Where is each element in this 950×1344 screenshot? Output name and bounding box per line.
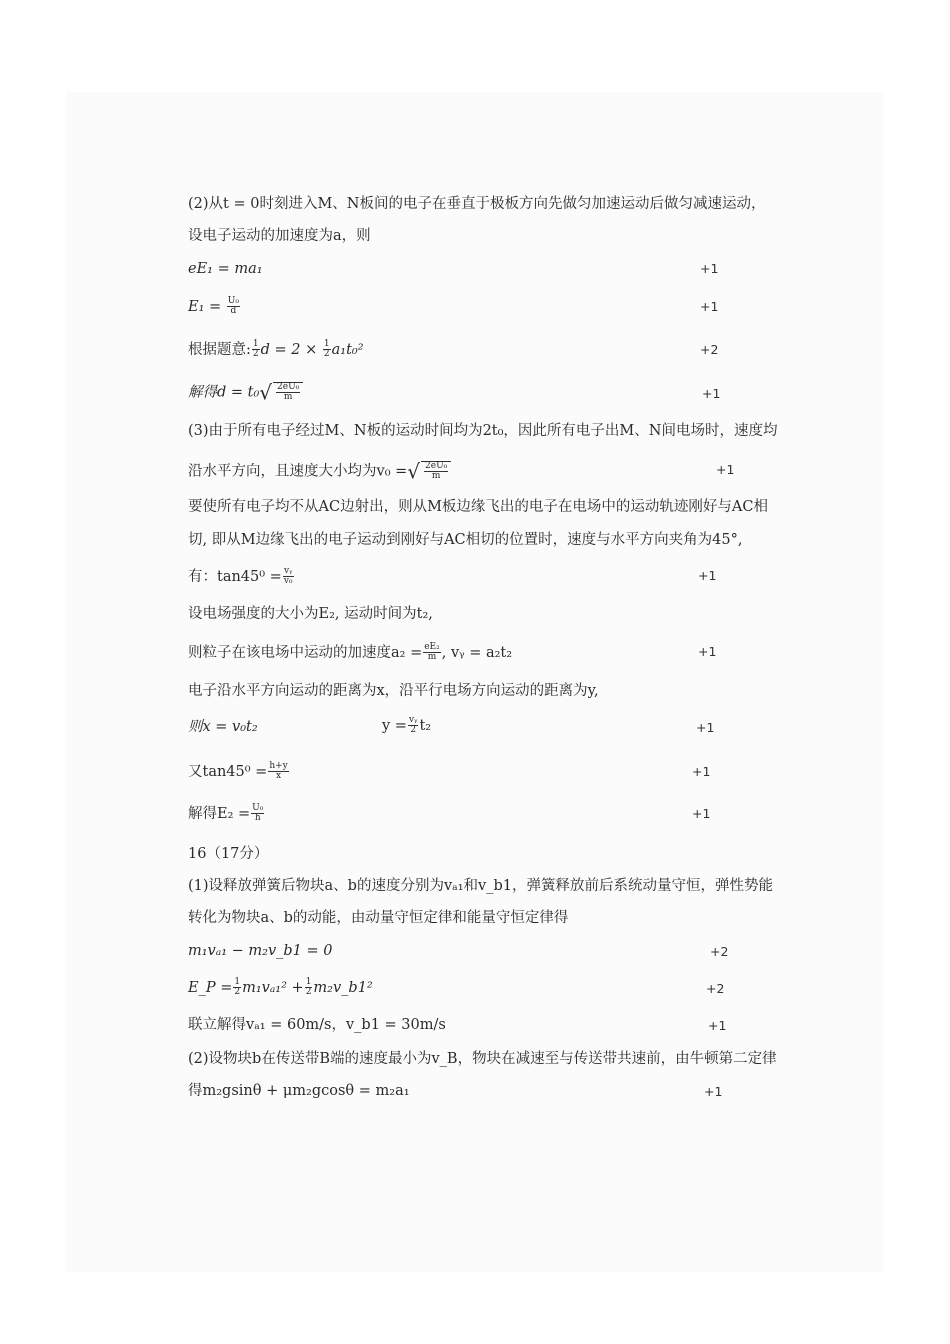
score-eE1: +1 xyxy=(700,261,719,276)
score-energy: +2 xyxy=(706,981,725,996)
equation-solve-d: 解得d = t₀√ $\frac{\text{2eU₀}}{m}$ xyxy=(188,382,303,403)
fraction-vy-over-2: $\frac{\text{vᵧ}}{2}$ xyxy=(408,715,418,736)
q16-part1-line1: (1)设释放弹簧后物块a、b的速度分别为vₐ₁和v_b1，弹簧释放前后系统动量守恒，弹性势能 xyxy=(188,878,774,894)
equation-solve-E2: 解得E₂ = $\frac{\text{U₀}}{h}$ xyxy=(188,803,264,824)
score-newton: +1 xyxy=(704,1084,723,1099)
equation-accel: 则粒子在该电场中运动的加速度a₂ = $\frac{\text{eE₂}}{m}$ , vᵧ = a₂t₂ xyxy=(188,642,513,663)
distance-definition-line: 电子沿水平方向运动的距离为x，沿平行电场方向运动的距离为y, xyxy=(188,683,599,699)
fraction-U0-over-h: $\frac{\text{U₀}}{h}$ xyxy=(252,803,264,824)
score-E1: +1 xyxy=(700,299,719,314)
e2-definition-line: 设电场强度的大小为E₂, 运动时间为t₂, xyxy=(188,606,433,622)
equation-energy: E_P = $\frac{1}{2}$ m₁vₐ₁² + $\frac{1}{2}$ m₂v_b1² xyxy=(188,977,373,998)
q16-part1-line2: 转化为物块a、b的动能，由动量守恒定律和能量守恒定律得 xyxy=(188,910,569,926)
equation-y: y = $\frac{\text{vᵧ}}{2}$ t₂ xyxy=(382,715,432,736)
equation-newton: 得m₂gsinθ + μm₂gcosθ = m₂a₁ xyxy=(188,1083,410,1099)
equation-momentum: m₁vₐ₁ − m₂v_b1 = 0 xyxy=(188,943,333,959)
score-accel: +1 xyxy=(698,644,717,659)
solve-velocities-line: 联立解得vₐ₁ = 60m/s，v_b1 = 30m/s xyxy=(188,1017,446,1033)
p3-line1: (3)由于所有电子经过M、N板的运动时间均为2t₀，因此所有电子出M、N间电场时，速度均 xyxy=(188,423,778,439)
fraction-half: $\frac{1}{2}$ xyxy=(252,339,259,360)
score-momentum: +2 xyxy=(710,944,729,959)
score-solve-E2: +1 xyxy=(692,806,711,821)
q16-part2-line1: (2)设物块b在传送带B端的速度最小为v_B，物块在减速至与传送带共速前，由牛顿第二定律 xyxy=(188,1051,777,1067)
equation-eE1: eE₁ = ma₁ xyxy=(188,261,263,277)
equation-x: 则x = v₀t₂ xyxy=(188,719,258,735)
p2-intro-line2: 设电子运动的加速度为a，则 xyxy=(188,228,371,244)
fraction-half: $\frac{1}{2}$ xyxy=(234,977,241,998)
score-d-condition: +2 xyxy=(700,342,719,357)
sqrt-2eU0-over-m: $\frac{\text{2eU₀}}{m}$ xyxy=(273,382,303,403)
score-solve-velocities: +1 xyxy=(708,1018,727,1033)
question-16-heading: 16（17分） xyxy=(188,846,269,862)
fraction-eE2-over-m: $\frac{\text{eE₂}}{m}$ xyxy=(424,642,440,663)
score-v0: +1 xyxy=(716,462,735,477)
equation-tan45: 有：tan45⁰ = $\frac{\text{vᵧ}}{\text{v₀}}$ xyxy=(188,566,293,587)
fraction-half: $\frac{1}{2}$ xyxy=(305,977,312,998)
fraction-half: $\frac{1}{2}$ xyxy=(323,339,330,360)
sqrt-2eU0-over-m: $\frac{\text{2eU₀}}{m}$ xyxy=(421,461,451,482)
score-tan45-second: +1 xyxy=(692,764,711,779)
fraction-hy-over-x: $\frac{h+y}{x}$ xyxy=(269,761,288,782)
fraction-vy-over-v0: $\frac{\text{vᵧ}}{\text{v₀}}$ xyxy=(283,566,293,587)
p3-line2: 沿水平方向，且速度大小均为v₀ =√ $\frac{\text{2eU₀}}{m}$ xyxy=(188,461,451,482)
score-tan45: +1 xyxy=(698,568,717,583)
score-xy: +1 xyxy=(696,720,715,735)
p3-line3: 要使所有电子均不从AC边射出，则从M板边缘飞出的电子在电场中的运动轨迹刚好与AC相 xyxy=(188,499,768,515)
equation-d-condition: 根据题意: $\frac{1}{2}$ d = 2 × $\frac{1}{2}$ a₁t₀² xyxy=(188,339,364,360)
p3-line4: 切, 即从M边缘飞出的电子运动到刚好与AC相切的位置时，速度与水平方向夹角为45°, xyxy=(188,532,743,548)
score-solve-d: +1 xyxy=(702,386,721,401)
equation-E1: E₁ = $\frac{\text{U₀}}{d}$ xyxy=(188,296,239,317)
equation-tan45-second: 又tan45⁰ = $\frac{h+y}{x}$ xyxy=(188,761,288,782)
fraction-U0-over-d: $\frac{\text{U₀}}{d}$ xyxy=(227,296,239,317)
p2-intro-line1: (2)从t = 0时刻进入M、N板间的电子在垂直于极板方向先做匀加速运动后做匀减速运动， xyxy=(188,196,766,212)
